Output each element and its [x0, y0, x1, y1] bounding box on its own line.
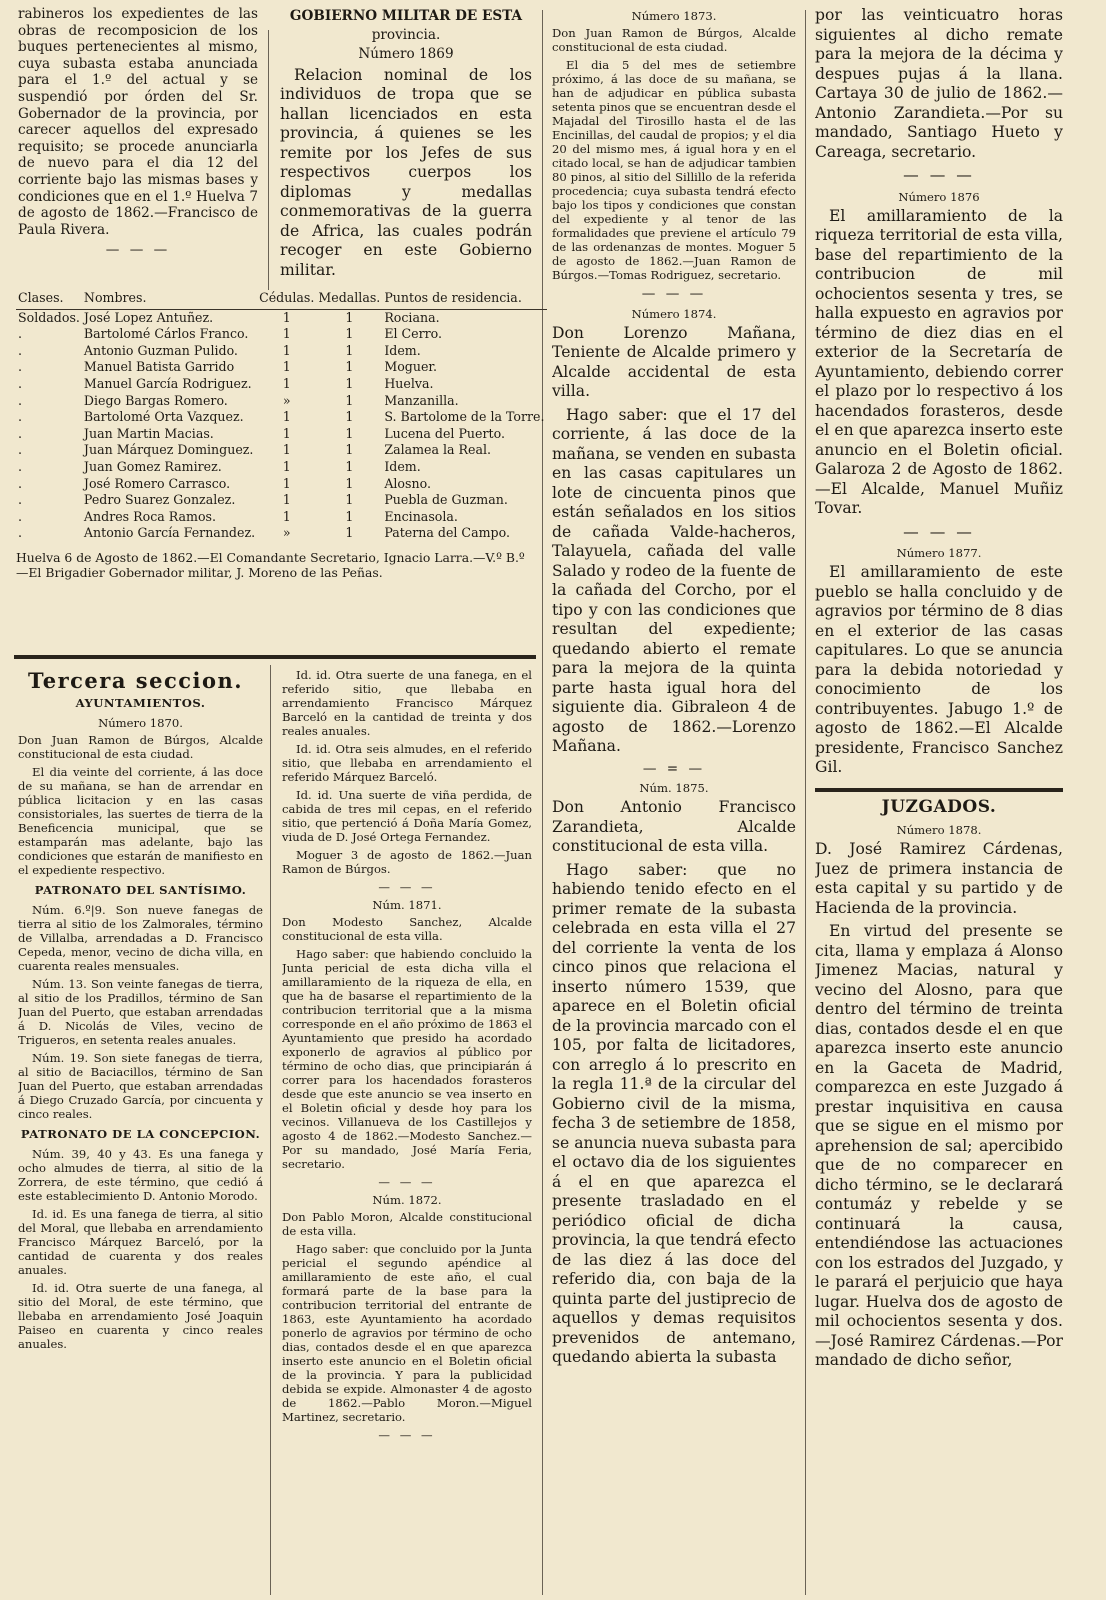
medalla-cell: 1	[345, 359, 354, 375]
punto-cell: Idem.	[384, 342, 421, 358]
table-row	[16, 393, 547, 410]
patronato-item: Núm. 13. Son veinte fanegas de tierra, al sitio de los Pradillos, término de San Juan del Puerto, que estaban arrendadas á D. Nicolás de Viles, vecino de Trigueros, en setenta reales anuales.	[18, 977, 263, 1047]
notice-number: Número 1869	[358, 46, 454, 63]
punto-cell: Puebla de Guzman.	[384, 492, 508, 508]
notice-text: El dia veinte del corriente, á las doce de su mañana, se han de arrendar en pública licitacion y en las casas consistoriales, las suertes de tierra de la Beneficencia municipal, que se estamparán mas adelante, bajo las condiciones que estarán de manifiesto en el expediente respectivo.	[18, 765, 263, 877]
gobierno-text: Relacion nominal de los individuos de tropa que se hallan licenciados en esta provincia, á quienes se les remite por los Jefes de sus respectivos cuerpos los diplomas y medallas conmemorativas de la guerra de Africa, las cuales podrán recoger en este Gobierno militar.	[280, 65, 532, 279]
nombre-cell: Juan Gomez Ramirez.	[83, 458, 222, 474]
column-rule	[805, 10, 806, 1595]
separator: — = —	[642, 760, 706, 777]
punto-cell: Idem.	[384, 458, 421, 474]
cedula-cell: 1	[282, 442, 291, 458]
col-header-clases: Clases.	[16, 290, 82, 309]
punto-cell: El Cerro.	[384, 326, 443, 342]
section-rule	[14, 655, 536, 659]
patronato-item: Id. id. Otra suerte de una fanega, en el referido sitio, que llebaba en arrendamiento Francisco Márquez Barceló en la cantidad de treinta y dos reales anuales.	[282, 668, 532, 738]
soldiers-table-block	[16, 290, 545, 580]
notice-heading: Don Modesto Sanchez, Alcalde constitucional de esta villa.	[282, 915, 532, 943]
patronato-heading: PATRONATO DEL SANTÍSIMO.	[34, 883, 247, 897]
col-header-nombres: Nombres.	[82, 290, 257, 309]
nombre-cell: Pedro Suarez Gonzalez.	[83, 492, 236, 508]
column-1-lower	[18, 668, 263, 1596]
table-row	[16, 509, 547, 526]
notice-heading: Don Juan Ramon de Búrgos, Alcalde constitucional de esta ciudad.	[552, 26, 796, 54]
table-row	[16, 426, 547, 443]
nombre-cell: Manuel García Rodriguez.	[83, 375, 252, 391]
medalla-cell: 1	[345, 392, 354, 408]
nombre-cell: Bartolomé Orta Vazquez.	[83, 409, 244, 425]
punto-cell: Zalamea la Real.	[384, 442, 492, 458]
column-rule	[270, 665, 271, 1595]
nombre-cell: Juan Martin Macias.	[83, 425, 214, 441]
medalla-cell: 1	[345, 492, 354, 508]
nombre-cell: Antonio Guzman Pulido.	[83, 342, 238, 358]
punto-cell: Alosno.	[384, 475, 431, 491]
table-row	[16, 442, 547, 459]
clase-cell: .	[18, 525, 23, 541]
nombre-cell: José Romero Carrasco.	[83, 475, 231, 491]
notice-number: Núm. 1871.	[372, 898, 442, 912]
column-2-top	[280, 6, 532, 286]
punto-cell: Paterna del Campo.	[384, 525, 510, 541]
clase-cell: .	[18, 508, 23, 524]
notice-text: Hago saber: que concluido por la Junta pericial el segundo apéndice al amillaramiento de este año, el cual formará parte de la base para la contribucion territorial del entrante de 1863, este Ayuntamiento ha acordado ponerlo de agravios por término de ocho dias, contados desde el en que aparezca inserto este anuncio en el Boletin oficial de la provincia. Y para la publicidad debida se expide. Almonaster 4 de agosto de 1862.—Pablo Moron.—Miguel Martinez, secretario.	[282, 1242, 532, 1424]
separator: — — —	[105, 242, 171, 259]
cedula-cell: 1	[282, 326, 291, 342]
nombre-cell: Andres Roca Ramos.	[83, 508, 217, 524]
clase-cell: .	[18, 409, 23, 425]
medalla-cell: 1	[345, 475, 354, 491]
column-rule	[268, 30, 269, 290]
nombre-cell: Diego Bargas Romero.	[83, 392, 228, 408]
nombre-cell: Antonio García Fernandez.	[83, 525, 256, 541]
clase-cell: .	[18, 475, 23, 491]
clase-cell: .	[18, 359, 23, 375]
punto-cell: Lucena del Puerto.	[384, 425, 505, 441]
column-4	[815, 6, 1063, 1596]
column-rule	[542, 10, 543, 1595]
notice-text: rabineros los expedientes de las obras de recomposicion de los buques pertenecientes al mismo, cuya subasta estaba anunciada para el 1.º del actual y se suspendió por órden del Sr. Gobernador de la provincia, por carecer aquellos del expresado requisito; se procede anunciarla de nuevo para el dia 12 del corriente bajo las mismas bases y condiciones que en el 1.º Huelva 7 de agosto de 1862.—Francisco de Paula Rivera.	[18, 6, 258, 238]
notice-text: El amillaramiento de la riqueza territorial de esta villa, base del repartimiento de la contribucion de mil ochocientos sesenta y tres, se halla expuesto en agravios por término de diez dias en el exterior de la Secretaría de Ayuntamiento, debiendo correr el plazo por lo respectivo á los hacendados forasteros, desde el en que aparezca inserto este anuncio en el Boletin oficial. Galaroza 2 de Agosto de 1862.—El Alcalde, Manuel Muñiz Tovar.	[815, 206, 1063, 517]
notice-text: Hago saber: que no habiendo tenido efecto en el primer remate de la subasta celebrada en esta villa el 27 del corriente la venta de los cinco pinos que relaciona el inserto número 1539, que aparece en el Boletin oficial de la provincia marcado con el 105, por falta de licitadores, con arreglo á lo prescrito en la regla 11.ª de la circular del Gobierno civil de la misma, fecha 3 de setiembre de 1858, se anuncia nueva subasta para el octavo dia de los siguientes á el en que aparezca el presente trasladado en el periódico oficial de dicha provincia, la que tendrá efecto de las diez á las doce del referido dia, con baja de la quinta parte del justiprecio de aquellos y demas requisitos prevenidos de antemano, quedando abierta la subasta	[552, 860, 796, 1367]
medalla-cell: 1	[345, 309, 354, 325]
separator: — — —	[378, 880, 436, 894]
notice-heading: Don Pablo Moron, Alcalde constitucional de esta villa.	[282, 1210, 532, 1238]
separator: — — —	[903, 522, 975, 541]
col-header-cedulas: Cédulas.	[257, 290, 316, 309]
clase-cell: .	[18, 326, 23, 342]
notice-text: El dia 5 del mes de setiembre próximo, á las doce de su mañana, se han de adjudicar en pública subasta setenta pinos que se encuentran desde el Majadal del Tirosillo hasta el de las Encinillas, del caudal de propios; y el dia 20 del mismo mes, á igual hora y en el citado local, se han de adjudicar tambien 80 pinos, al sitio del Sillillo de la referida procedencia; cuya subasta tendrá efecto bajo los tipos y condiciones que constan del expediente y al tenor de las formalidades que previene el artículo 79 de las ordenanzas de montes. Moguer 5 de agosto de 1862.—Juan Ramon de Búrgos.—Tomas Rodriguez, secretario.	[552, 58, 796, 282]
notice-number: Número 1873.	[631, 9, 717, 23]
soldiers-table	[16, 290, 547, 542]
table-row	[16, 476, 547, 493]
notice-text: por las veinticuatro horas siguientes al dicho remate para la mejora de la décima y despues pujas á la llana. Cartaya 30 de julio de 1862.—Antonio Zarandieta.—Por su mandado, Santiago Hueto y Careaga, secretario.	[815, 6, 1063, 161]
table-row	[16, 359, 547, 376]
medalla-cell: 1	[345, 508, 354, 524]
punto-cell: Huelva.	[384, 375, 434, 391]
notice-text: Hago saber: que habiendo concluido la Junta pericial de esta dicha villa el amillaramiento de la riqueza de ella, en que ha de basarse el repartimiento de la contribucion territorial que a la misma corresponde en el año próximo de 1863 el Ayuntamiento que presido ha acordado exponerlo de agravios al público por término de ocho dias, que principiarán á correr para los hacendados forasteros desde que este anuncio se vea inserto en el Boletin oficial y desde hoy para los vecinos. Villanueva de los Castillejos y agosto 4 de 1862.—Modesto Sanchez.—Por su mandado, José María Feria, secretario.	[282, 947, 532, 1171]
table-row	[16, 525, 547, 542]
medalla-cell: 1	[345, 458, 354, 474]
cedula-cell: »	[282, 525, 291, 541]
notice-number: Núm. 1872.	[372, 1193, 442, 1207]
table-row	[16, 309, 547, 326]
juzgados-heading: JUZGADOS.	[881, 796, 997, 817]
separator: — — —	[378, 1428, 436, 1442]
nombre-cell: Manuel Batista Garrido	[83, 359, 235, 375]
medalla-cell: 1	[345, 409, 354, 425]
notice-number: Número 1876	[898, 189, 980, 204]
patronato-item: Id. id. Otra seis almudes, en el referido sitio, que llebaba en arrendamiento el referido Márquez Barceló.	[282, 742, 532, 784]
clase-cell: .	[18, 425, 23, 441]
notice-number: Núm. 1875.	[639, 781, 709, 796]
notice-text: El amillaramiento de este pueblo se halla concluido y de agravios por término de 8 dias en el exterior de las casas capitulares. Lo que se anuncia para la debida notoriedad y conocimiento de los contribuyentes. Jabugo 1.º de agosto de 1862.—El Alcalde presidente, Francisco Sanchez Gil.	[815, 563, 1063, 776]
table-row	[16, 326, 547, 343]
notice-number: Número 1870.	[98, 716, 183, 730]
cedula-cell: 1	[282, 359, 291, 375]
clase-cell: .	[18, 342, 23, 358]
medalla-cell: 1	[345, 342, 354, 358]
separator: — — —	[378, 1175, 436, 1189]
cedula-cell: 1	[282, 409, 291, 425]
medalla-cell: 1	[345, 425, 354, 441]
patronato-item: Núm. 39, 40 y 43. Es una fanega y ocho almudes de tierra, al sitio de la Zorrera, de este término, que cedió á este establecimiento D. Antonio Morodo.	[18, 1147, 263, 1203]
clase-cell: .	[18, 392, 23, 408]
medalla-cell: 1	[345, 326, 354, 342]
ayuntamientos-heading: AYUNTAMIENTOS.	[75, 696, 206, 710]
separator: — — —	[641, 286, 707, 302]
notice-heading: Don Juan Ramon de Búrgos, Alcalde constitucional de esta ciudad.	[18, 733, 263, 761]
column-2-lower	[282, 668, 532, 1596]
nombre-cell: José Lopez Antuñez.	[83, 309, 214, 325]
punto-cell: Encinasola.	[384, 508, 458, 524]
cedula-cell: 1	[282, 458, 291, 474]
col-header-puntos: Puntos de residencia.	[382, 290, 546, 309]
clase-cell: .	[18, 492, 23, 508]
section-title: Tercera seccion.	[28, 668, 244, 693]
cedula-cell: 1	[282, 492, 291, 508]
patronato-item: Núm. 6.º|9. Son nueve fanegas de tierra al sitio de los Zalmorales, término de Villalba, arrendadas a D. Francisco Cepeda, menor, vecino de dicha villa, en cuarenta reales mensuales.	[18, 903, 263, 973]
notice-number: Número 1874.	[631, 306, 717, 321]
punto-cell: Rociana.	[384, 309, 440, 325]
table-footer: Huelva 6 de Agosto de 1862.—El Comandante Secretario, Ignacio Larra.—V.º B.º—El Brigadier Gobernador militar, J. Moreno de las Peñas.	[16, 549, 525, 580]
section-rule	[815, 788, 1063, 792]
cedula-cell: 1	[282, 475, 291, 491]
patronato-item: Núm. 19. Son siete fanegas de tierra, al sitio de Baciacillos, término de San Juan del Puerto, que estaban arrendadas á Diego Cruzado García, por cincuenta y cinco reales.	[18, 1051, 263, 1121]
punto-cell: Manzanilla.	[384, 392, 459, 408]
table-row	[16, 492, 547, 509]
medalla-cell: 1	[345, 525, 354, 541]
clase-cell: Soldados.	[18, 309, 80, 325]
notice-heading: D. José Ramirez Cárdenas, Juez de primera instancia de esta capital y su partido y de Hacienda de la provincia.	[815, 840, 1063, 917]
clase-cell: .	[18, 375, 23, 391]
punto-cell: S. Bartolome de la Torre.	[384, 409, 545, 425]
table-row	[16, 409, 547, 426]
cedula-cell: »	[282, 392, 291, 408]
notice-number: Número 1878.	[896, 823, 982, 837]
gobierno-subtitle: provincia.	[371, 26, 441, 43]
col-header-medallas: Medallas.	[316, 290, 382, 309]
medalla-cell: 1	[345, 442, 354, 458]
notice-number: Número 1877.	[896, 546, 982, 560]
separator: — — —	[903, 166, 975, 184]
nombre-cell: Juan Márquez Dominguez.	[83, 442, 254, 458]
notice-heading: Don Antonio Francisco Zarandieta, Alcalde constitucional de esta villa.	[552, 798, 796, 856]
cedula-cell: 1	[282, 309, 291, 325]
clase-cell: .	[18, 442, 23, 458]
table-row	[16, 376, 547, 393]
patronato-item: Id. id. Es una fanega de tierra, al sitio del Moral, que llebaba en arrendamiento Francisco Márquez Barceló, por la cantidad de cuarenta y dos reales anuales.	[18, 1207, 263, 1277]
patronato-item: Id. id. Otra suerte de una fanega, al sitio del Moral, de este término, que llebaba en arrendamiento José Joaquin Paiseo en cuarenta y cinco reales anuales.	[18, 1281, 263, 1351]
table-row	[16, 459, 547, 476]
nombre-cell: Bartolomé Cárlos Franco.	[83, 326, 249, 342]
notice-text: Hago saber: que el 17 del corriente, á las doce de la mañana, se venden en subasta en las casas capitulares un lote de cincuenta pinos que están señalados en los sitios de cañada Valde-hacheros, Talayuela, cañada del valle Salado y rodeo de la fuente de la cañada del Corcho, por el tipo y con las condiciones que resultan del expediente; quedando abierto el remate para la mejora de la quinta parte hasta igual hora del siguiente dia. Gibraleon 4 de agosto de 1862.—Lorenzo Mañana.	[552, 405, 796, 756]
notice-signature: Moguer 3 de agosto de 1862.—Juan Ramon de Búrgos.	[282, 848, 532, 876]
patronato-item: Id. id. Una suerte de viña perdida, de cabida de tres mil cepas, en el referido sitio, que pertenció á Doña María Gomez, viuda de D. José Ortega Fernandez.	[282, 788, 532, 844]
punto-cell: Moguer.	[384, 359, 438, 375]
notice-text: En virtud del presente se cita, llama y emplaza á Alonso Jimenez Macias, natural y vecino del Alosno, para que dentro del término de treinta dias, contados desde el en que aparezca inserto este anuncio en la Gaceta de Madrid, comparezca en este Juzgado á prestar inquisitiva en causa que se sigue en el mismo por aprehension de sal; apercibido que de no comparecer en dicho término, se le declarará contumáz y rebelde y se continuará la causa, entendiéndose las actuaciones con los estrados del Juzgado, y le parará el perjuicio que haya lugar. Huelva dos de agosto de mil ochocientos sesenta y dos.—José Ramirez Cárdenas.—Por mandado de dicho señor,	[815, 922, 1063, 1369]
cedula-cell: 1	[282, 508, 291, 524]
cedula-cell: 1	[282, 425, 291, 441]
gobierno-title: GOBIERNO MILITAR DE ESTA	[289, 8, 523, 24]
column-3	[552, 6, 796, 1596]
clase-cell: .	[18, 458, 23, 474]
notice-heading: Don Lorenzo Mañana, Teniente de Alcalde primero y Alcalde accidental de esta villa.	[552, 323, 796, 401]
table-row	[16, 343, 547, 360]
cedula-cell: 1	[282, 375, 291, 391]
medalla-cell: 1	[345, 375, 354, 391]
column-1-top	[18, 6, 258, 276]
cedula-cell: 1	[282, 342, 291, 358]
patronato-heading: PATRONATO DE LA CONCEPCION.	[20, 1127, 261, 1141]
